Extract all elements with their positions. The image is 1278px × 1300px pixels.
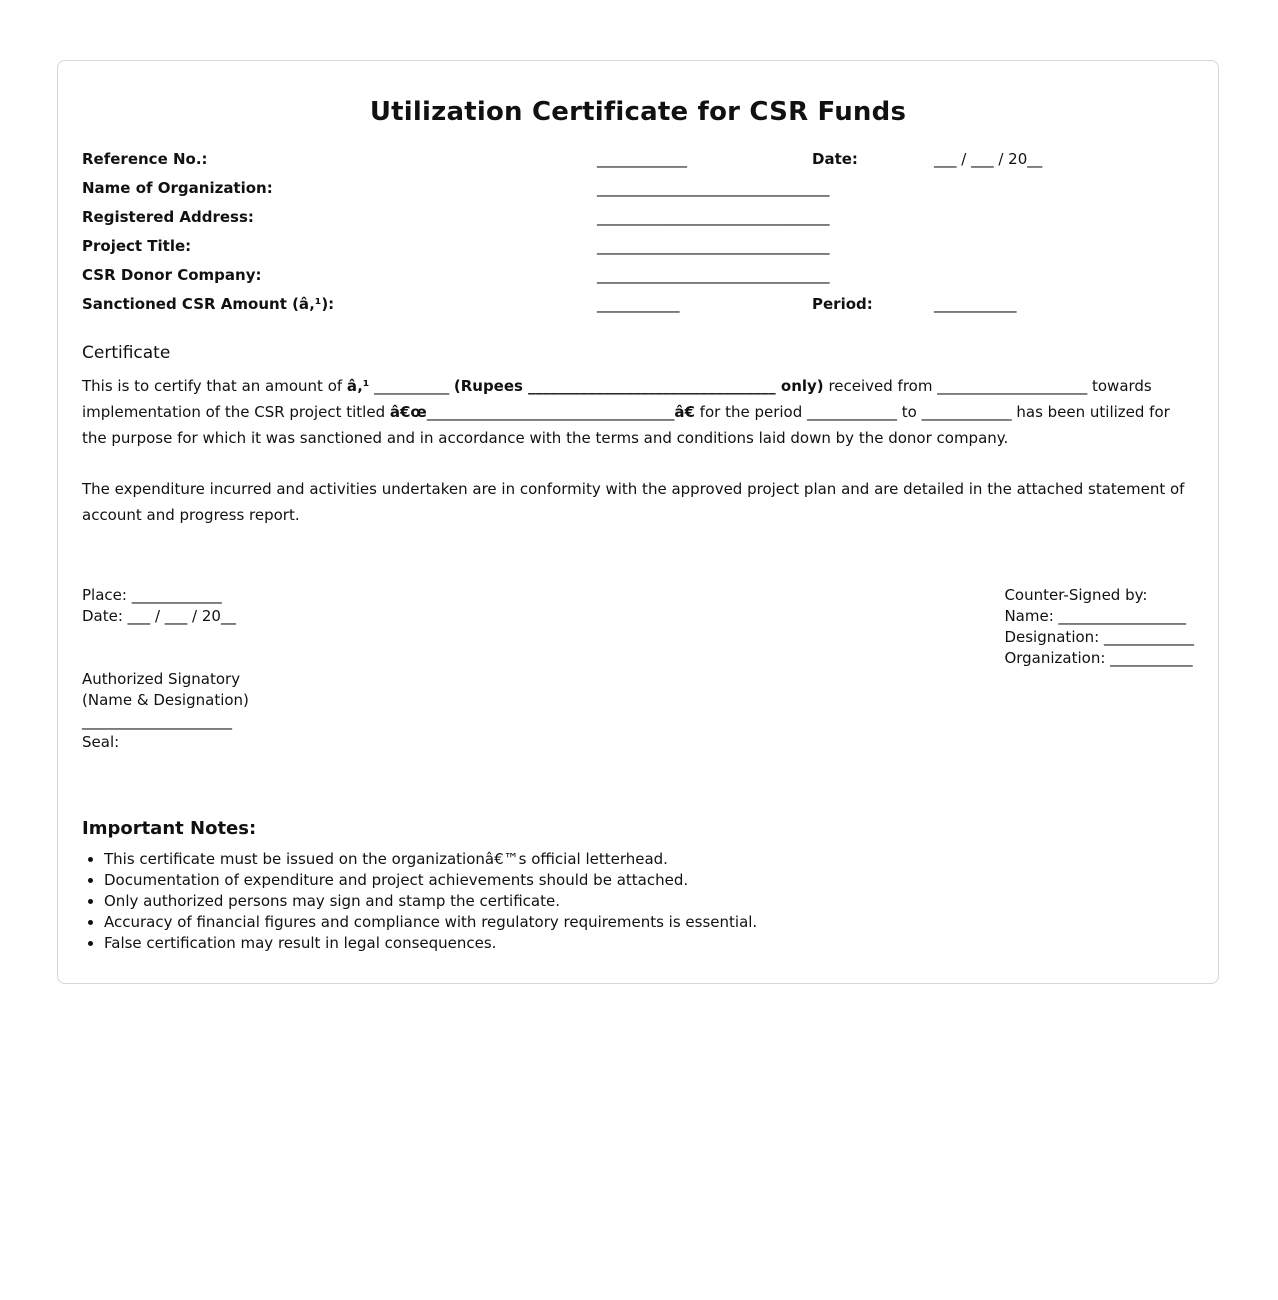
page-title: Utilization Certificate for CSR Funds	[369, 97, 907, 127]
cert-bold-4: â€	[674, 403, 695, 421]
address-label: Registered Address:	[82, 208, 254, 226]
signatory-title: Authorized Signatory	[82, 670, 241, 688]
signatory-subtitle: (Name & Designation)	[82, 691, 249, 709]
project-value: _______________________________	[597, 237, 830, 255]
counter-name-field: Name: _________________	[1004, 607, 1187, 625]
certificate-card	[57, 60, 1219, 984]
cert-text-2: __________	[369, 377, 454, 395]
amount-value: ___________	[597, 295, 680, 313]
note-item: • Only authorized persons may sign and stamp the certificate.	[104, 891, 757, 912]
place-field: Place: ____________	[82, 586, 222, 604]
notes-heading: Important Notes:	[82, 818, 257, 839]
expenditure-paragraph: The expenditure incurred and activities undertaken are in conformity with the approved project plan and are detailed in the attached statement of account and progress report.	[82, 480, 1185, 524]
note-item: • This certificate must be issued on the organizationâ€™s official letterhead.	[104, 849, 757, 870]
period-label: Period:	[812, 295, 873, 313]
cert-text-4: _________________________________	[426, 403, 675, 421]
note-item: • Accuracy of financial figures and compliance with regulatory requirements is essential.	[104, 912, 757, 933]
date-label: Date:	[812, 150, 858, 168]
address-value: _______________________________	[597, 208, 830, 226]
organization-label: Name of Organization:	[82, 179, 273, 197]
cert-bold-3: â€œ	[389, 403, 427, 421]
counter-designation-field: Designation: ____________	[1004, 628, 1194, 646]
project-label: Project Title:	[82, 237, 192, 255]
cert-text-5: for the period ____________ to ____________ has been utilized for the purpose for which it was sanctioned and in accordance with the terms and conditions laid down by the donor company.	[82, 403, 1170, 447]
date-field: Date: ___ / ___ / 20__	[82, 607, 236, 625]
reference-label: Reference No.:	[82, 150, 208, 168]
organization-value: _______________________________	[597, 179, 830, 197]
seal-label: Seal:	[82, 733, 120, 751]
place-date-block	[82, 585, 236, 627]
donor-label: CSR Donor Company:	[82, 266, 262, 284]
note-item: • False certification may result in legal consequences.	[104, 933, 757, 954]
certificate-paragraph	[82, 373, 1198, 451]
amount-label: Sanctioned CSR Amount (â‚¹):	[82, 295, 335, 313]
counter-signed-block	[1004, 585, 1194, 669]
note-item: • Documentation of expenditure and project achievements should be attached.	[104, 870, 757, 891]
cert-bold-1: â‚¹	[346, 377, 370, 395]
counter-organization-field: Organization: ___________	[1004, 649, 1193, 667]
date-value: ___ / ___ / 20__	[934, 150, 1043, 168]
signature-line: ____________________	[82, 712, 232, 730]
signatory-block	[82, 669, 249, 753]
counter-signed-heading: Counter-Signed by:	[1004, 586, 1148, 604]
certificate-heading: Certificate	[82, 343, 171, 363]
reference-value: ____________	[597, 150, 687, 168]
period-value: ___________	[934, 295, 1017, 313]
donor-value: _______________________________	[597, 266, 830, 284]
notes-list	[82, 849, 757, 954]
cert-text-1: This is to certify that an amount of	[82, 377, 347, 395]
cert-bold-2: (Rupees _________________________________ only)	[453, 377, 824, 395]
cert-text-3: received from ____________________ towards implementation of the CSR project titled	[82, 377, 1152, 421]
